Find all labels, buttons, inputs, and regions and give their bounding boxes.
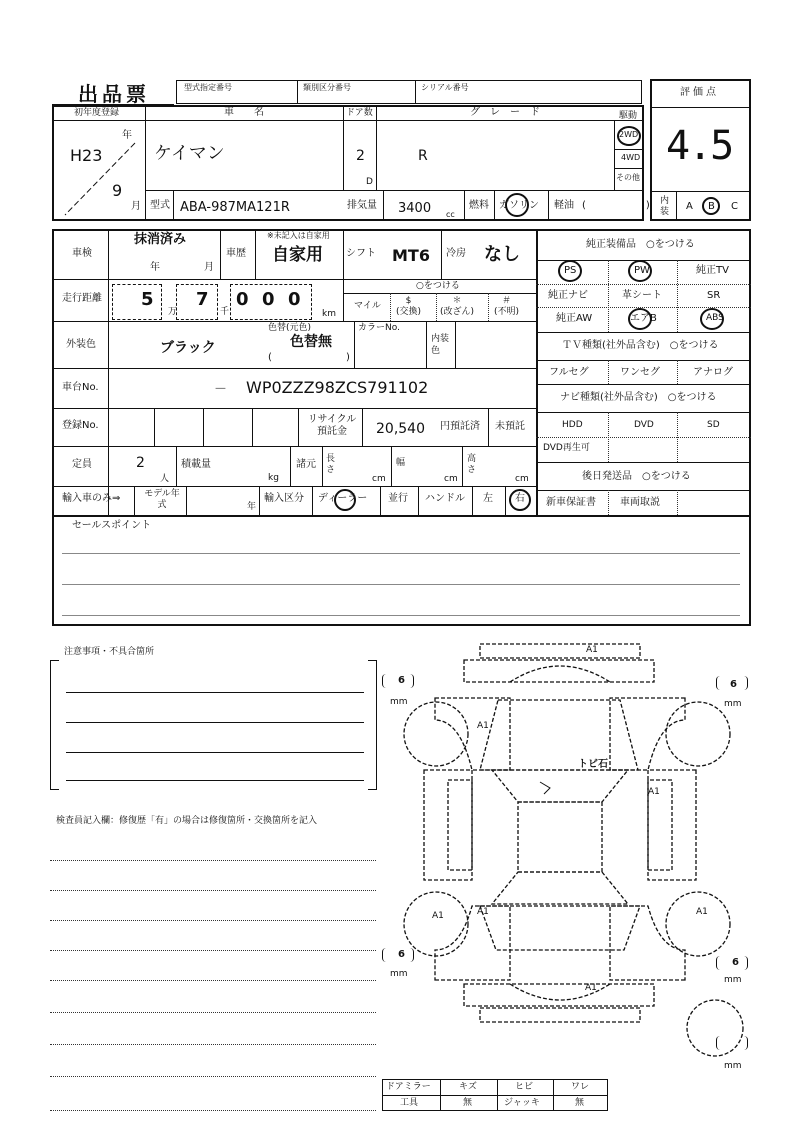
recycle-unpaid: 未預託 — [495, 421, 525, 432]
legend-jack-value: 無 — [575, 1098, 585, 1108]
later-manual: 車両取説 — [620, 497, 660, 508]
interior-color-label: 内装色 — [431, 334, 450, 356]
month-value: 9 — [112, 181, 123, 200]
shift-value: MT6 — [392, 246, 430, 265]
tread-spare-mm: mm — [724, 1061, 742, 1071]
height-label: 高さ — [467, 454, 477, 475]
mileage-digit-4: 0 — [262, 289, 275, 310]
tread-fr-value: 6 — [730, 679, 737, 690]
mileage-man: 万 — [168, 307, 178, 317]
shaken-value: 抹消済み — [134, 232, 187, 247]
length-cm: cm — [372, 474, 386, 484]
navi-sd: SD — [707, 420, 720, 430]
interior-grade-b-circle — [702, 197, 720, 215]
legend-tools-value: 無 — [463, 1098, 473, 1108]
notes-bracket-right — [368, 660, 377, 790]
equipment-title: 純正装備品 ○をつける — [586, 239, 695, 250]
handle-label: ハンドル — [425, 493, 465, 504]
equip-pw-circle — [628, 260, 652, 282]
capacity-label: 定員 — [72, 459, 92, 470]
shaken-label: 車検 — [72, 248, 92, 259]
dims-label: 諸元 — [296, 459, 316, 470]
recolor-paren-close: ) — [346, 352, 350, 363]
tv-title: ＴＶ種類(社外品含む) ○をつける — [562, 340, 719, 351]
history-note: ※未記入は自家用 — [267, 231, 330, 240]
equip-airbag: エアB — [630, 313, 657, 324]
tread-rr-value: 6 — [732, 957, 739, 968]
color-label: 外装色 — [66, 339, 96, 350]
equip-leather: 革シート — [622, 290, 662, 301]
legend-break: ワレ — [571, 1082, 590, 1092]
unit-exchange: $ (交換) — [396, 296, 422, 317]
later-warranty: 新車保証書 — [546, 497, 596, 508]
doors-suffix: D — [366, 177, 373, 187]
tread-fr-mm: mm — [724, 699, 742, 709]
equip-abs-circle — [700, 308, 724, 330]
fuel-gasoline: ガソリン — [499, 200, 539, 211]
import-parallel: 並行 — [388, 493, 408, 504]
legend-crack: ヒビ — [515, 1082, 534, 1092]
mark-rear-left-wheel: A1 — [432, 911, 444, 921]
mark-rear-left: A1 — [477, 907, 489, 917]
mark-front-bumper: A1 — [586, 645, 598, 655]
width-cm: cm — [444, 474, 458, 484]
recycle-status: 円預託済 — [440, 421, 480, 432]
car-name-value: ケイマン — [154, 143, 225, 164]
reg-label: 登録No. — [62, 420, 99, 431]
tread-spare — [716, 1036, 748, 1050]
shaken-month-unit: 月 — [204, 262, 214, 273]
mileage-sen: 千 — [220, 307, 230, 317]
serial-label: シリアル番号 — [421, 83, 469, 92]
month-unit: 月 — [131, 201, 141, 212]
car-diagram — [380, 630, 760, 1070]
equip-navi: 純正ナビ — [548, 290, 588, 301]
tread-rl-value: 6 — [398, 949, 405, 960]
import-dealer: ディーラー — [318, 493, 368, 504]
tread-rr-mm: mm — [724, 975, 742, 985]
fuel-label: 燃料 — [469, 200, 489, 211]
shaken-year-unit: 年 — [150, 262, 160, 273]
interior-grade-a: A — [686, 201, 693, 212]
handle-right: 右 — [515, 493, 525, 504]
equip-ps-circle — [558, 260, 582, 282]
unit-tampered: ＊ (改ざん) — [440, 296, 475, 317]
interior-grade-b: B — [708, 201, 715, 212]
unit-note: ○をつける — [416, 281, 460, 291]
drive-other: その他 — [616, 173, 640, 182]
handle-left: 左 — [483, 493, 493, 504]
import-class-label: 輸入区分 — [264, 493, 304, 504]
capacity-unit: 人 — [160, 474, 170, 484]
score-label: 評価点 — [680, 87, 719, 98]
navi-hdd: HDD — [562, 420, 583, 430]
legend-jack-label: ジャッキ — [504, 1098, 540, 1108]
equip-ps: PS — [564, 265, 577, 276]
doors-value: 2 — [356, 148, 365, 164]
fuel-gasoline-circle — [505, 193, 529, 217]
sales-point-label: セールスポイント — [72, 520, 152, 531]
equip-pw: PW — [634, 265, 650, 276]
chassis-label: 車台No. — [62, 382, 99, 393]
tread-fl-mm: mm — [390, 697, 408, 707]
form-title: 出品票 — [78, 82, 150, 106]
tread-rl-mm: mm — [390, 969, 408, 979]
grade-value: R — [418, 148, 428, 164]
mark-right-side: A1 — [648, 787, 660, 797]
model-year-label: モデル年式 — [144, 489, 180, 510]
drive-2wd-circle — [617, 126, 641, 146]
score-value: 4.5 — [666, 123, 733, 169]
legend-mirror: ドアミラー — [386, 1082, 431, 1092]
type-cert-label: 型式指定番号 — [184, 83, 232, 92]
length-label: 長さ — [326, 454, 336, 475]
legend-tools-label: 工具 — [400, 1098, 419, 1108]
equip-aw: 純正AW — [556, 313, 593, 324]
equip-tv: 純正TV — [696, 265, 729, 276]
grade-label: グ レ ー ド — [470, 107, 540, 118]
history-label: 車歴 — [226, 248, 246, 259]
mileage-km: km — [322, 309, 336, 319]
handle-right-circle — [509, 489, 531, 511]
model-year-unit: 年 — [247, 502, 257, 512]
year-label: 初年度登録 — [74, 108, 120, 118]
recolor-value: 色替無 — [290, 334, 332, 350]
model-label: 型式 — [150, 200, 170, 211]
displacement-unit: cc — [446, 210, 455, 219]
inspector-label: 検査員記入欄：修復歴「有」の場合は修復箇所・交換箇所を記入 — [56, 816, 318, 826]
equip-sr: SR — [707, 290, 721, 301]
mark-front-left: A1 — [477, 721, 489, 731]
navi-title: ナビ種類(社外品含む) ○をつける — [560, 392, 717, 403]
serial-header-box — [176, 80, 642, 104]
class-label: 類別区分番号 — [303, 83, 351, 92]
mark-rear-bumper: A1 — [585, 983, 597, 993]
chassis-dash: － — [214, 382, 228, 397]
tv-oneseg: ワンセグ — [620, 367, 660, 378]
drive-4wd: 4WD — [621, 153, 641, 162]
later-title: 後日発送品 ○をつける — [582, 471, 691, 482]
notes-bracket-left — [50, 660, 59, 790]
unit-mile: マイル — [354, 301, 381, 311]
model-value: ABA-987MA121R — [180, 200, 290, 215]
recolor-label: 色替(元色) — [268, 323, 312, 333]
fuel-other: ( ) — [582, 200, 650, 211]
year-value: H23 — [70, 146, 103, 165]
tv-fullseg: フルセグ — [549, 367, 589, 378]
equip-airbag-circle — [628, 308, 652, 330]
interior-grade-c: C — [731, 201, 738, 212]
mileage-label: 走行距離 — [62, 293, 102, 304]
displacement-label: 排気量 — [347, 200, 377, 211]
color-value: ブラック — [160, 340, 216, 356]
year-slash — [60, 140, 140, 220]
width-label: 幅 — [396, 458, 406, 468]
tv-analog: アナログ — [693, 367, 733, 378]
navi-dvd: DVD — [634, 420, 654, 430]
mileage-digit-2: 7 — [196, 289, 209, 310]
tread-fl-value: 6 — [398, 675, 405, 686]
load-unit: kg — [268, 473, 279, 483]
recycle-value: 20,540 — [376, 421, 425, 437]
windshield-note: トビ石 — [578, 759, 608, 770]
year-unit: 年 — [122, 130, 132, 141]
equip-abs: ABS — [706, 313, 724, 323]
height-cm: cm — [515, 474, 529, 484]
shift-label: シフト — [346, 248, 376, 259]
notes-label: 注意事項・不具合箇所 — [64, 647, 155, 657]
fuel-diesel: 軽油 — [554, 200, 574, 211]
mileage-digit-5: 0 — [288, 289, 301, 310]
colorno-label: カラーNo. — [358, 323, 400, 333]
mark-rear-right-wheel: A1 — [696, 907, 708, 917]
unit-unknown: ＃ (不明) — [494, 296, 520, 317]
mileage-digit-1: 5 — [141, 289, 154, 310]
history-value: 自家用 — [272, 245, 323, 265]
car-name-label: 車 名 — [224, 107, 264, 118]
mileage-digit-box — [112, 284, 162, 320]
navi-dvd-play: DVD再生可 — [543, 443, 590, 453]
load-label: 積載量 — [181, 459, 211, 470]
ac-value: なし — [484, 244, 520, 265]
mileage-digit-3: 0 — [236, 289, 249, 310]
doors-label: ドア数 — [346, 108, 373, 118]
import-dealer-circle — [334, 489, 356, 511]
drive-label: 駆動 — [619, 111, 638, 121]
displacement-value: 3400 — [398, 201, 432, 216]
ac-label: 冷房 — [446, 248, 466, 259]
capacity-value: 2 — [136, 455, 145, 471]
legend-scratch: キズ — [459, 1082, 477, 1092]
chassis-value: WP0ZZZ98ZCS791102 — [246, 378, 429, 397]
drive-2wd: 2WD — [619, 130, 639, 139]
import-label: 輸入車のみ⇒ — [62, 493, 121, 504]
interior-label: 内装 — [660, 196, 670, 217]
recycle-label: リサイクル預託金 — [307, 414, 357, 437]
recolor-paren-open: ( — [268, 352, 272, 363]
